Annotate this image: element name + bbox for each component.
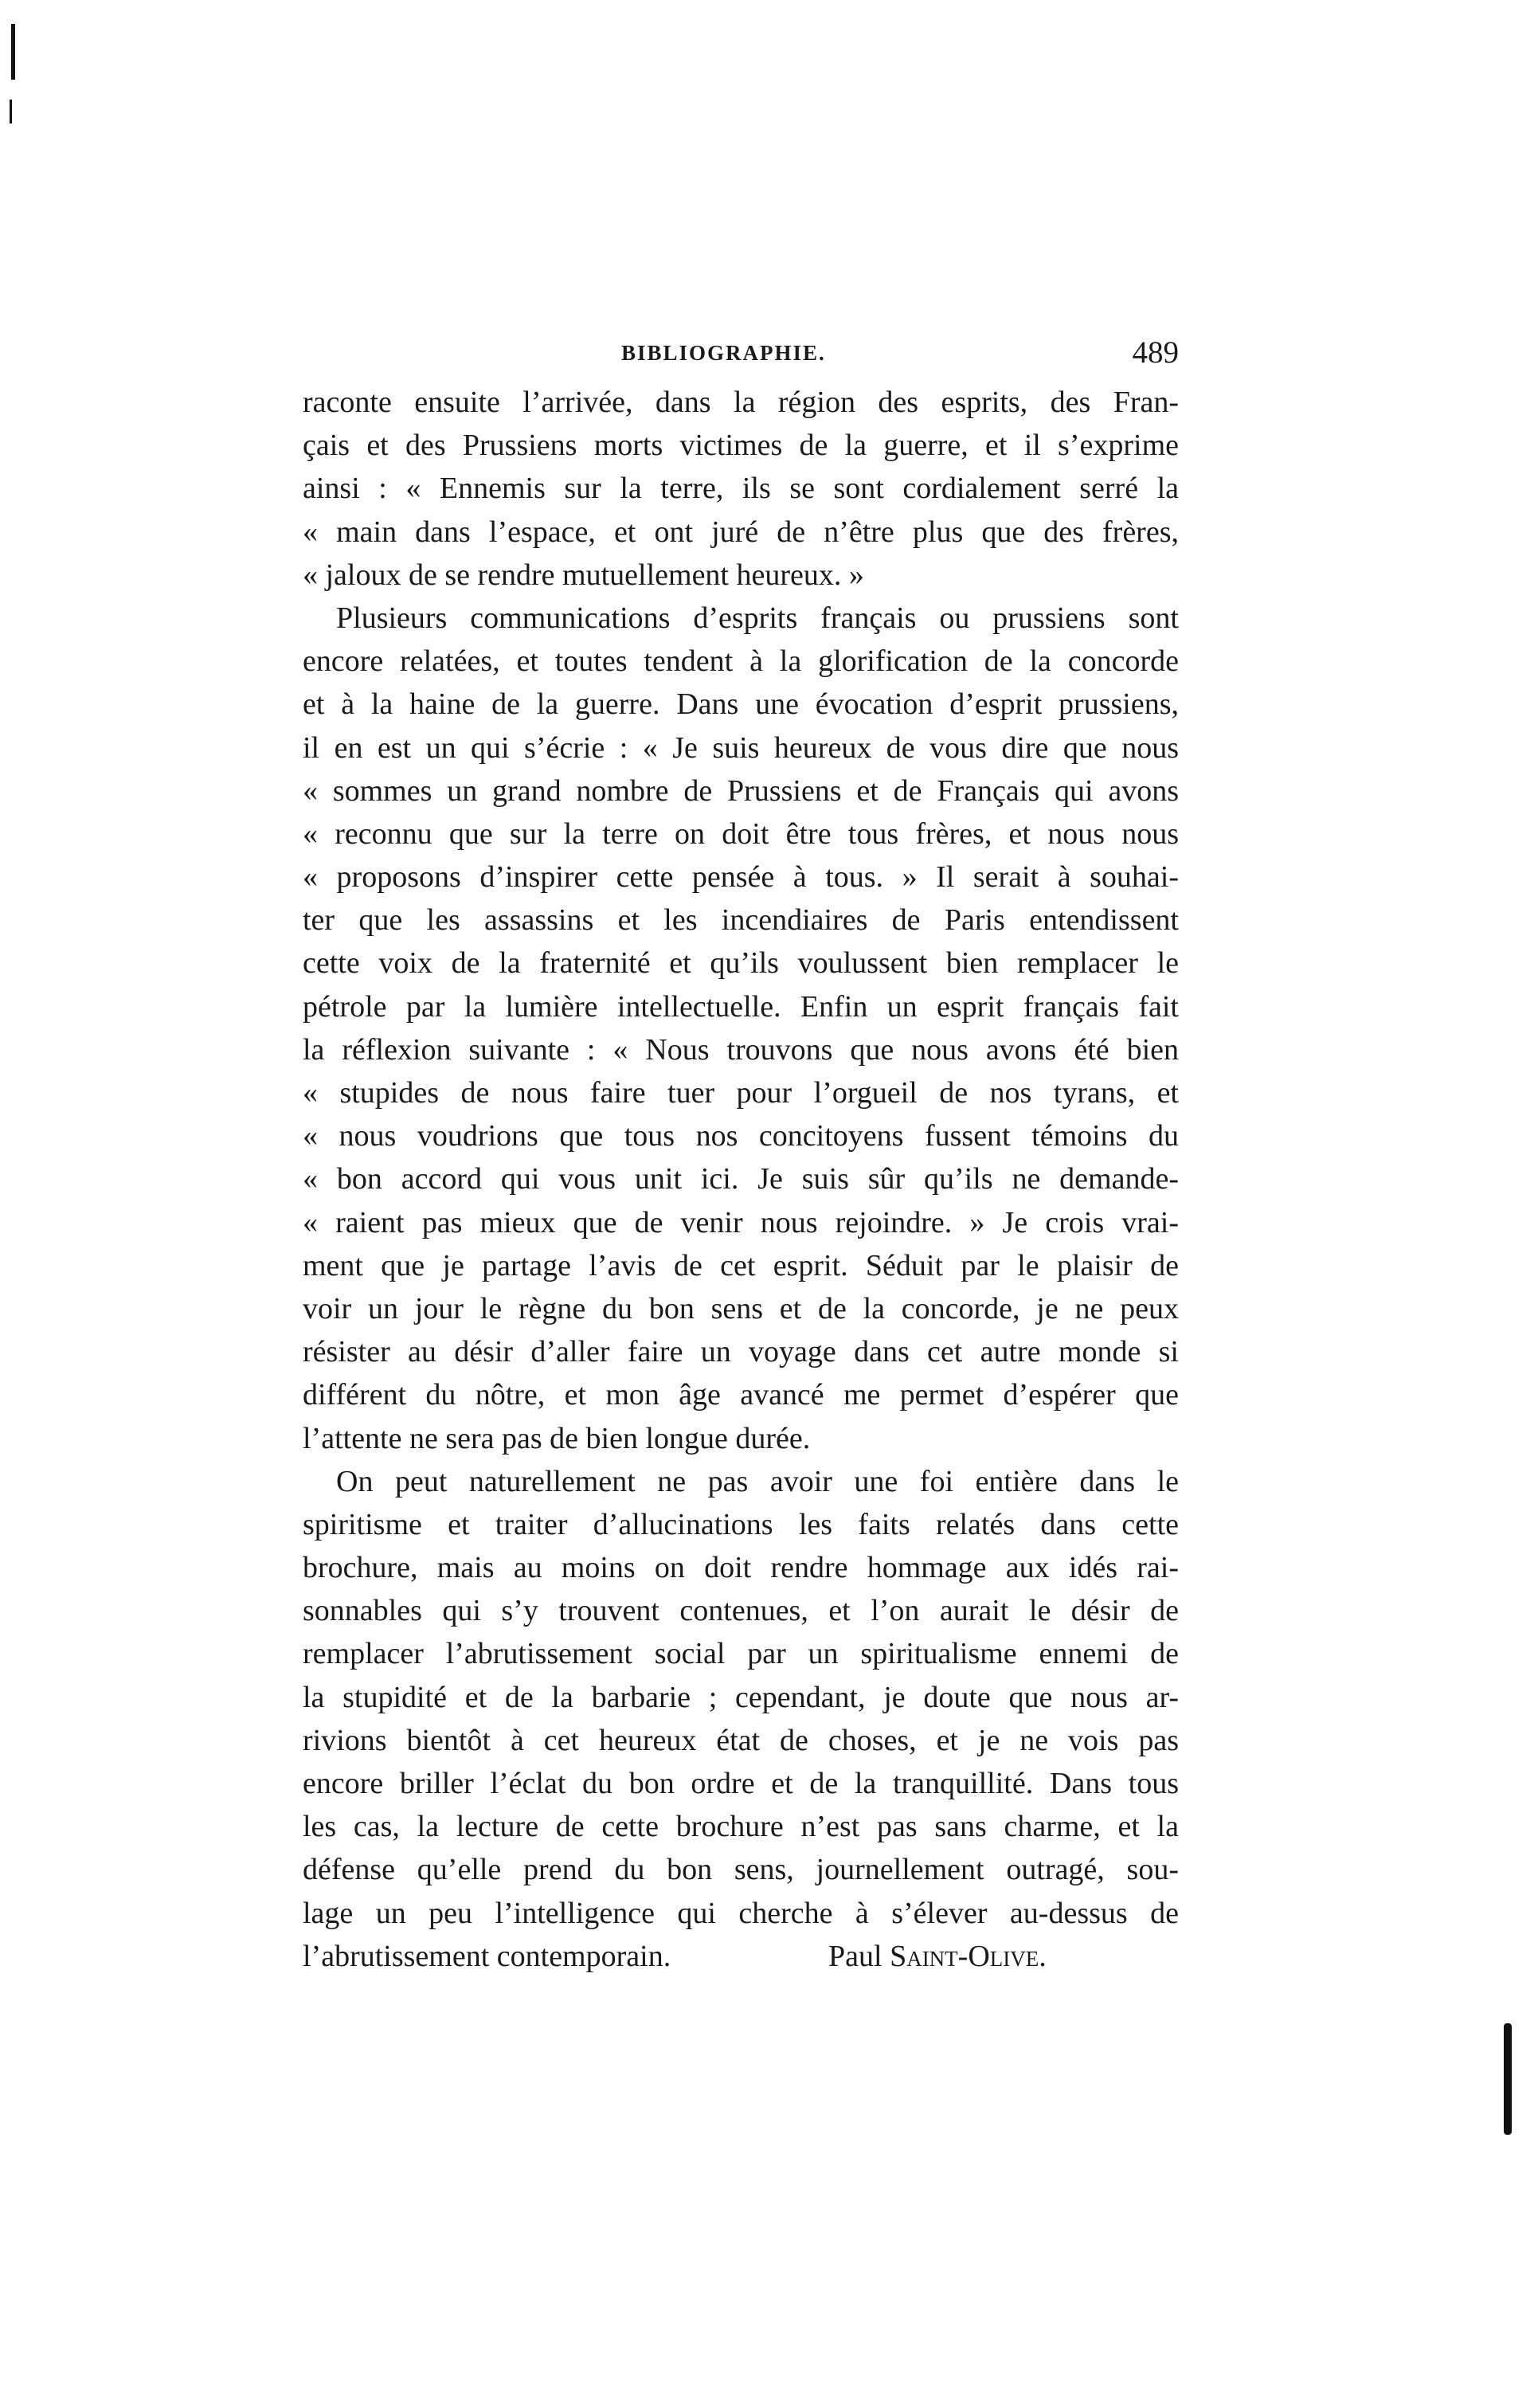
text-line: ment que je partage l’avis de cet esprit. Séduit par le plaisir de	[303, 1248, 1179, 1282]
text-line: « raient pas mieux que de venir nous rejoindre. » Je crois vrai-	[303, 1205, 1179, 1239]
text-line: sonnables qui s’y trouvent contenues, et l’on aurait le désir de	[303, 1594, 1179, 1628]
text-line: il en est un qui s’écrie : « Je suis heureux de vous dire que nous	[303, 730, 1179, 765]
text-line: « sommes un grand nombre de Prussiens et de Français qui avons	[303, 773, 1179, 808]
author-signature	[828, 1935, 1047, 1978]
text-line: différent du nôtre, et mon âge avancé me permet d’espérer que	[303, 1378, 1179, 1412]
text-line: cette voix de la fraternité et qu’ils voulussent bien remplacer le	[303, 946, 1179, 981]
text-line: la réflexion suivante : « Nous trouvons que nous avons été bien	[303, 1032, 1179, 1067]
paragraph-start-line: Plusieurs communications d’esprits français ou prussiens sont	[336, 601, 1179, 635]
text-line: la stupidité et de la barbarie ; cependant, je doute que nous ar-	[303, 1680, 1179, 1714]
scan-edge-mark-top-left	[11, 24, 15, 80]
text-line: rivions bientôt à cet heureux état de choses, et je ne vois pas	[303, 1723, 1179, 1757]
text-line: ter que les assassins et les incendiaires de Paris entendissent	[303, 903, 1179, 938]
text-line: « proposons d’inspirer cette pensée à tous. » Il serait à souhai-	[303, 860, 1179, 895]
text-line: çais et des Prussiens morts victimes de la guerre, et il s’exprime	[303, 429, 1179, 463]
text-line: raconte ensuite l’arrivée, dans la région des esprits, des Fran-	[303, 386, 1179, 419]
text-line: « reconnu que sur la terre on doit être tous frères, et nous nous	[303, 816, 1179, 851]
running-title: BIBLIOGRAPHIE.	[621, 341, 826, 365]
scan-edge-mark-top-left-small	[10, 100, 12, 123]
author-first-name: Paul	[828, 1939, 890, 1973]
text-line: remplacer l’abrutissement social par un spiritualisme ennemi de	[303, 1637, 1179, 1671]
text-line: résister au désir d’aller faire un voyage dans cet autre monde si	[303, 1335, 1179, 1369]
text-line: défense qu’elle prend du bon sens, journellement outragé, sou-	[303, 1853, 1179, 1887]
text-line: pétrole par la lumière intellectuelle. Enfin un esprit français fait	[303, 989, 1179, 1024]
text-line: « stupides de nous faire tuer pour l’orgueil de nos tyrans, et	[303, 1076, 1179, 1110]
text-line: et à la haine de la guerre. Dans une évocation d’esprit prussiens,	[303, 687, 1179, 722]
closing-text: l’abrutissement contemporain.	[303, 1939, 671, 1973]
running-head	[303, 335, 1179, 382]
text-line: voir un jour le règne du bon sens et de la concorde, je ne peux	[303, 1291, 1179, 1325]
text-line: lage un peu l’intelligence qui cherche à s’élever au-dessus de	[303, 1896, 1179, 1930]
text-line: « bon accord qui vous unit ici. Je suis sûr qu’ils ne demande-	[303, 1162, 1179, 1196]
text-line: « nous voudrions que tous nos concitoyens fussent témoins du	[303, 1119, 1179, 1153]
text-line: « main dans l’espace, et ont juré de n’être plus que des frères,	[303, 515, 1179, 549]
closing-line	[303, 1935, 1179, 1978]
body-text	[303, 381, 1179, 1978]
text-line: encore relatées, et toutes tendent à la glorification de la concorde	[303, 644, 1179, 679]
text-line: spiritisme et traiter d’allucinations les faits relatés dans cette	[303, 1507, 1179, 1541]
text-line: ainsi : « Ennemis sur la terre, ils se sont cordialement serré la	[303, 472, 1179, 506]
text-line: brochure, mais au moins on doit rendre hommage aux idés rai-	[303, 1551, 1179, 1585]
text-line: encore briller l’éclat du bon ordre et de la tranquillité. Dans tous	[303, 1767, 1179, 1800]
paragraph-start-line: On peut naturellement ne pas avoir une foi entière dans le	[336, 1464, 1179, 1498]
scan-edge-mark-right	[1504, 2023, 1512, 2135]
text-line: les cas, la lecture de cette brochure n’est pas sans charme, et la	[303, 1810, 1179, 1844]
text-line: « jaloux de se rendre mutuellement heureux. »	[303, 558, 864, 592]
text-line: l’attente ne sera pas de bien longue durée.	[303, 1421, 811, 1455]
author-last-name: Saint-Olive.	[890, 1939, 1047, 1973]
page-number: 489	[1132, 335, 1179, 370]
